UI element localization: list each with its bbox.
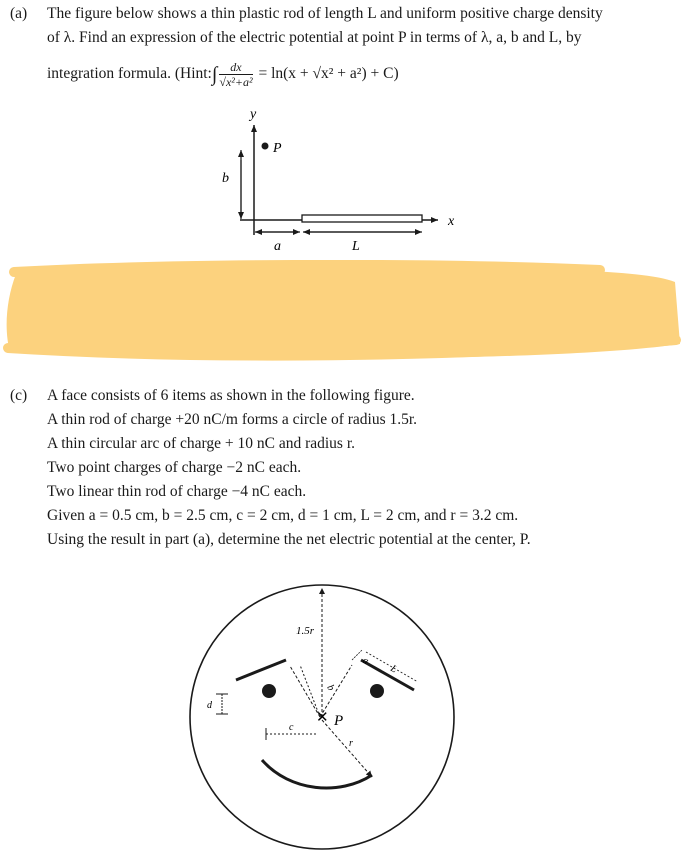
left-perp-line: [300, 665, 320, 717]
r-radius-line: [322, 720, 372, 777]
part-c-line-5: Two linear thin rod of charge −4 nC each.: [47, 483, 307, 500]
a-distance-label: a: [360, 655, 371, 668]
y-axis-label: y: [250, 107, 257, 122]
center-p-label: P: [334, 713, 344, 729]
part-c-line-2: A thin rod of charge +20 nC/m forms a circle of radius 1.5r.: [47, 411, 418, 428]
hint-numerator: dx: [219, 60, 252, 75]
b-label: b: [222, 171, 229, 186]
left-eye-rod: [236, 660, 286, 680]
r-label: r: [349, 738, 353, 749]
part-c-line-3: A thin circular arc of charge + 10 nC and radius r.: [47, 435, 356, 452]
center-x-mark: ✕: [316, 710, 329, 726]
x-axis-label: x: [448, 214, 455, 229]
right-point-charge: [370, 684, 384, 698]
rod-figure: [0, 0, 682, 270]
hint-result: = ln(x + √x² + a²) + C): [258, 65, 399, 82]
hint-denominator: √x²+a²: [219, 74, 253, 89]
part-c-line-1: A face consists of 6 items as shown in the following figure.: [47, 387, 415, 404]
point-p: [262, 143, 269, 150]
hint-prefix: integration formula. (Hint:: [47, 65, 212, 82]
point-p-label: P: [273, 141, 282, 156]
part-c-line-7: Using the result in part (a), determine the net electric potential at the center, P.: [47, 531, 531, 548]
face-figure: [0, 570, 682, 859]
a-dimension: [352, 650, 362, 660]
part-c-line-4: Two point charges of charge −2 nC each.: [47, 459, 302, 476]
part-c-line-6: Given a = 0.5 cm, b = 2.5 cm, c = 2 cm, d = 1 cm, L = 2 cm, and r = 3.2 cm.: [47, 507, 519, 524]
mouth-arc: [262, 760, 372, 788]
L-label: L: [352, 239, 360, 254]
part-a-label: (a): [10, 5, 28, 22]
c-label: c: [289, 722, 294, 733]
left-point-charge: [262, 684, 276, 698]
part-a-line-1: The figure below shows a thin plastic rod of length L and uniform positive charge density: [47, 5, 603, 22]
radius-1-5r-label: 1.5r: [296, 625, 315, 637]
b-distance-label: b: [324, 683, 337, 693]
part-c-label: (c): [10, 387, 28, 404]
plastic-rod: [302, 215, 422, 222]
L-distance-label: L: [388, 663, 399, 676]
d-label: d: [207, 700, 212, 711]
part-a-line-2: of λ. Find an expression of the electric potential at point P in terms of λ, a, b and L, by: [47, 29, 582, 46]
highlighter-redaction: [0, 260, 682, 365]
integral-sign: ∫: [211, 63, 218, 86]
a-label: a: [274, 239, 281, 254]
